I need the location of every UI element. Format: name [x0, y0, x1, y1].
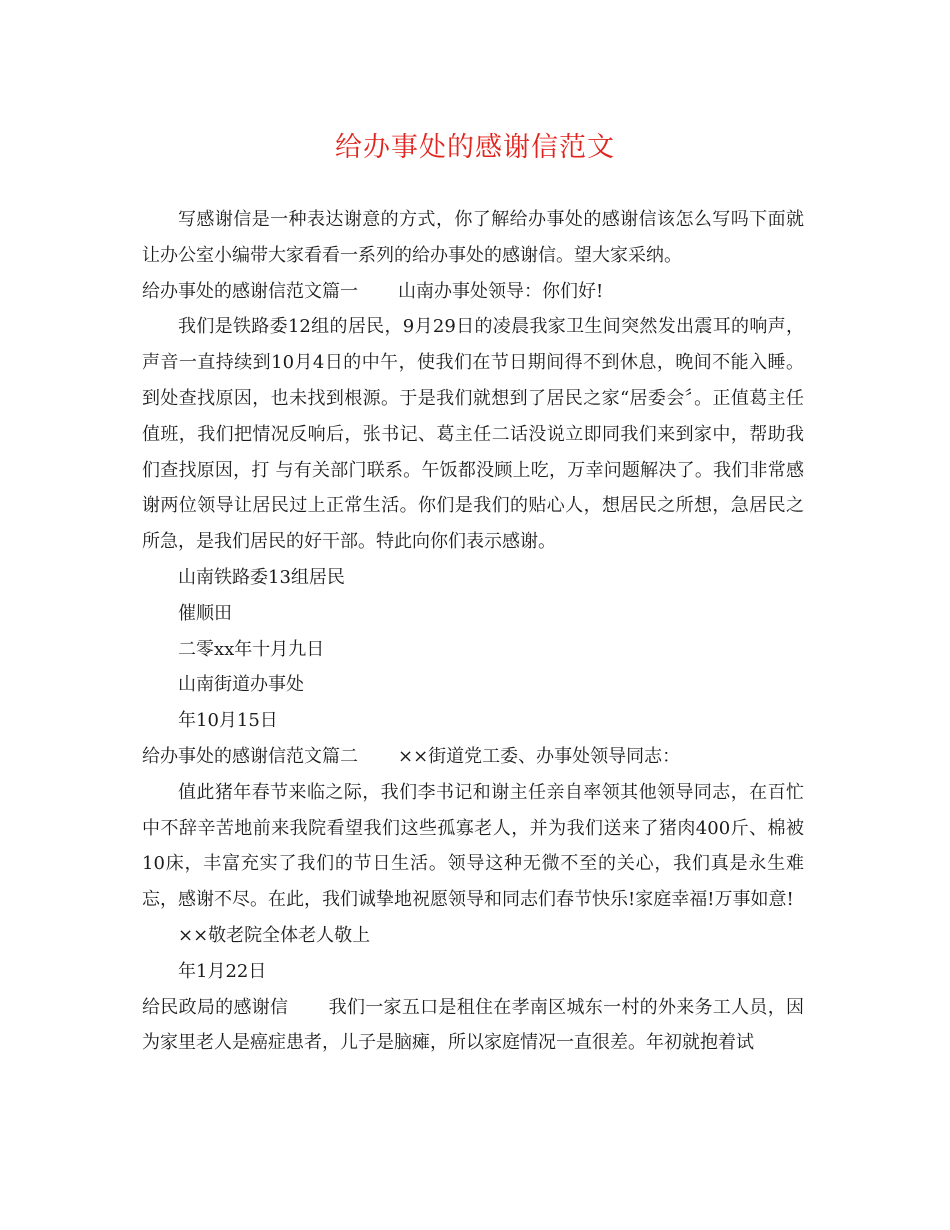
- letter2-signature: ××敬老院全体老人敬上: [178, 924, 371, 946]
- letter1-salutation: 山南办事处领导：你们好!: [398, 280, 604, 302]
- document-body: [142, 202, 804, 1061]
- letter1-signature-name: 催顺田: [178, 602, 232, 624]
- letter1-office-date: 年10月15日: [178, 710, 278, 732]
- letter1-heading: 给办事处的感谢信范文篇一: [142, 280, 358, 302]
- letter1-body: 我们是铁路委12组的居民，9月29日的凌晨我家卫生间突然发出震耳的响声，声音一直持续到10月4日的中午，使我们在节日期间得不到休息，晚间不能入睡。到处查找原因，也未找到根源。于是我们就想到了居民之家“居委会〞。正值葛主任值班，我们把情况反响后，张书记、葛主任二话没说立即同我们来到家中，帮助我们查找原因，打 与有关部门联系。午饭都没顾上吃，万幸问题解决了。我们非常感谢两位领导让居民过上正常生活。你们是我们的贴心人，想居民之所想，急居民之所急，是我们居民的好干部。特此向你们表示感谢。: [142, 316, 804, 553]
- letter1-office: 山南街道办事处: [178, 674, 304, 696]
- letter2-body: 值此猪年春节来临之际，我们李书记和谢主任亲自率领其他领导同志，在百忙中不辞辛苦地前来我院看望我们这些孤寡老人，并为我们送来了猪肉400斤、棉被10床，丰富充实了我们的节日生活。领导这种无微不至的关心，我们真是永生难忘，感谢不尽。在此，我们诚挚地祝愿领导和同志们春节快乐!家庭幸福!万事如意!: [142, 781, 804, 911]
- letter2-heading: 给办事处的感谢信范文篇二: [142, 745, 358, 767]
- letter1-signature-group: 山南铁路委13组居民: [178, 566, 345, 588]
- letter3-heading: 给民政局的感谢信: [142, 996, 289, 1018]
- letter1-date: 二零xx年十月九日: [178, 638, 325, 660]
- letter2-heading-line: [142, 739, 804, 775]
- letter3-body: 我们一家五口是租住在孝南区城东一村的外来务工人员，因为家里老人是癌症患者，儿子是脑瘫，所以家庭情况一直很差。年初就抱着试: [142, 996, 805, 1054]
- letter3-paragraph: [142, 990, 804, 1062]
- letter2-date: 年1月22日: [178, 960, 267, 982]
- letter2-salutation: ××街道党工委、办事处领导同志：: [398, 745, 681, 767]
- intro-paragraph: 写感谢信是一种表达谢意的方式，你了解给办事处的感谢信该怎么写吗下面就让办公室小编带大家看看一系列的给办事处的感谢信。望大家采纳。: [142, 209, 804, 266]
- letter1-heading-line: [142, 274, 804, 310]
- document-title: 给办事处的感谢信范文: [335, 132, 615, 163]
